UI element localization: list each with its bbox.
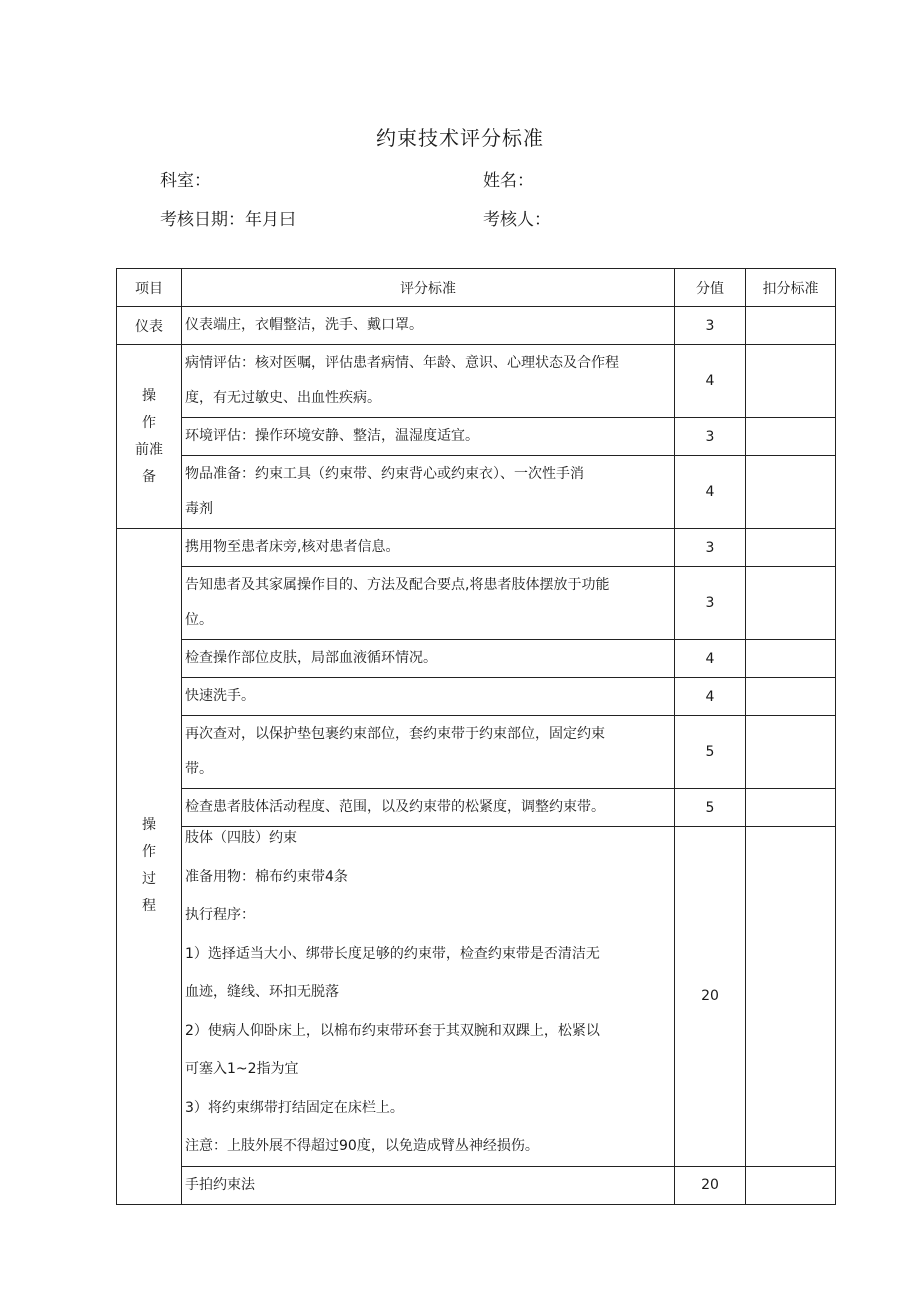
criteria-cell [182,567,675,640]
table-row [117,567,836,640]
criteria-line: 位。 [185,612,213,628]
document-title: 约束技术评分标准 [376,126,544,150]
score-cell: 3 [675,567,746,640]
exam-date-label: 考核日期：年月曰 [160,210,296,230]
criteria-cell: 检查操作部位皮肤，局部血液循环情况。 [182,640,675,678]
group-process-char: 过 [142,871,156,888]
deduction-cell [746,456,836,529]
deduction-cell [746,678,836,716]
group-pre-operation [117,345,182,529]
criteria-line: 带。 [185,761,213,777]
score-cell: 20 [675,1166,746,1204]
criteria-line: 2）使病人仰卧床上，以棉布约束带环套于其双腕和双踝上，松紧以 [185,1022,600,1039]
score-cell: 5 [675,789,746,827]
table-row [117,307,836,345]
score-cell: 5 [675,716,746,789]
scoring-table [116,268,836,1205]
criteria-line: 病情评估：核对医嘱，评估患者病情、年龄、意识、心理状态及合作程 [185,355,619,371]
group-process-char: 程 [142,898,156,915]
criteria-cell [182,716,675,789]
group-pre-char: 操 [142,387,156,404]
table-row [117,827,836,1167]
criteria-cell [182,827,675,1167]
score-cell: 3 [675,529,746,567]
table-row [117,1166,836,1204]
criteria-cell: 环境评估：操作环境安静、整洁，温湿度适宜。 [182,418,675,456]
group-pre-char: 备 [142,468,156,485]
group-process-char: 作 [142,844,156,861]
name-label: 姓名： [483,171,534,191]
table-header-row [117,269,836,307]
deduction-cell [746,1166,836,1204]
criteria-line: 物品准备：约束工具（约束带、约束背心或约束衣）、一次性手消 [185,466,584,482]
criteria-cell: 携用物至患者床旁,核对患者信息。 [182,529,675,567]
score-cell: 4 [675,345,746,418]
group-process-char: 操 [142,817,156,834]
table-row [117,640,836,678]
deduction-cell [746,789,836,827]
criteria-line: 肢体（四肢）约束 [185,830,297,846]
criteria-line: 3）将约束绑带打结固定在床栏上。 [185,1099,404,1116]
criteria-line: 血迹，缝线、环扣无脱落 [185,984,339,1000]
header-criteria: 评分标准 [182,269,675,307]
criteria-cell [182,456,675,529]
group-appearance: 仪表 [117,307,182,345]
deduction-cell [746,529,836,567]
examiner-label: 考核人： [483,210,551,230]
deduction-cell [746,418,836,456]
criteria-line: 再次查对，以保护垫包裹约束部位，套约束带于约束部位，固定约束 [185,726,605,742]
score-cell: 4 [675,678,746,716]
criteria-line: 告知患者及其家属操作目的、方法及配合要点,将患者肢体摆放于功能 [185,577,610,593]
group-operation-process [117,529,182,1205]
criteria-cell: 仪表端庄，衣帽整洁，洗手、戴口罩。 [182,307,675,345]
department-label: 科室： [160,171,211,191]
criteria-line: 1）选择适当大小、绑带长度足够的约束带，检查约束带是否清洁无 [185,945,600,962]
criteria-line: 执行程序： [185,907,255,923]
header-deduction: 扣分标准 [746,269,836,307]
deduction-cell [746,345,836,418]
score-cell: 4 [675,640,746,678]
deduction-cell [746,827,836,1167]
criteria-line: 度，有无过敏史、出血性疾病。 [185,390,381,406]
score-cell: 4 [675,456,746,529]
deduction-cell [746,640,836,678]
criteria-line: 可塞入1~2指为宜 [185,1061,299,1077]
header-score: 分值 [675,269,746,307]
group-pre-char: 作 [142,414,156,431]
group-pre-char: 前准 [135,441,163,458]
table-row [117,678,836,716]
score-cell: 20 [675,827,746,1167]
criteria-line: 毒剂 [185,501,213,517]
table-row [117,529,836,567]
criteria-cell [182,345,675,418]
header-item: 项目 [117,269,182,307]
table-row [117,345,836,418]
criteria-line: 准备用物：棉布约束带4条 [185,868,348,885]
table-row [117,716,836,789]
criteria-cell: 快速洗手。 [182,678,675,716]
table-row [117,456,836,529]
criteria-line: 注意：上肢外展不得超过90度，以免造成臂丛神经损伤。 [185,1138,539,1154]
score-cell: 3 [675,418,746,456]
deduction-cell [746,567,836,640]
criteria-cell: 手拍约束法 [182,1166,675,1204]
deduction-cell [746,307,836,345]
criteria-cell: 检查患者肢体活动程度、范围，以及约束带的松紧度，调整约束带。 [182,789,675,827]
deduction-cell [746,716,836,789]
table-row [117,418,836,456]
score-cell: 3 [675,307,746,345]
